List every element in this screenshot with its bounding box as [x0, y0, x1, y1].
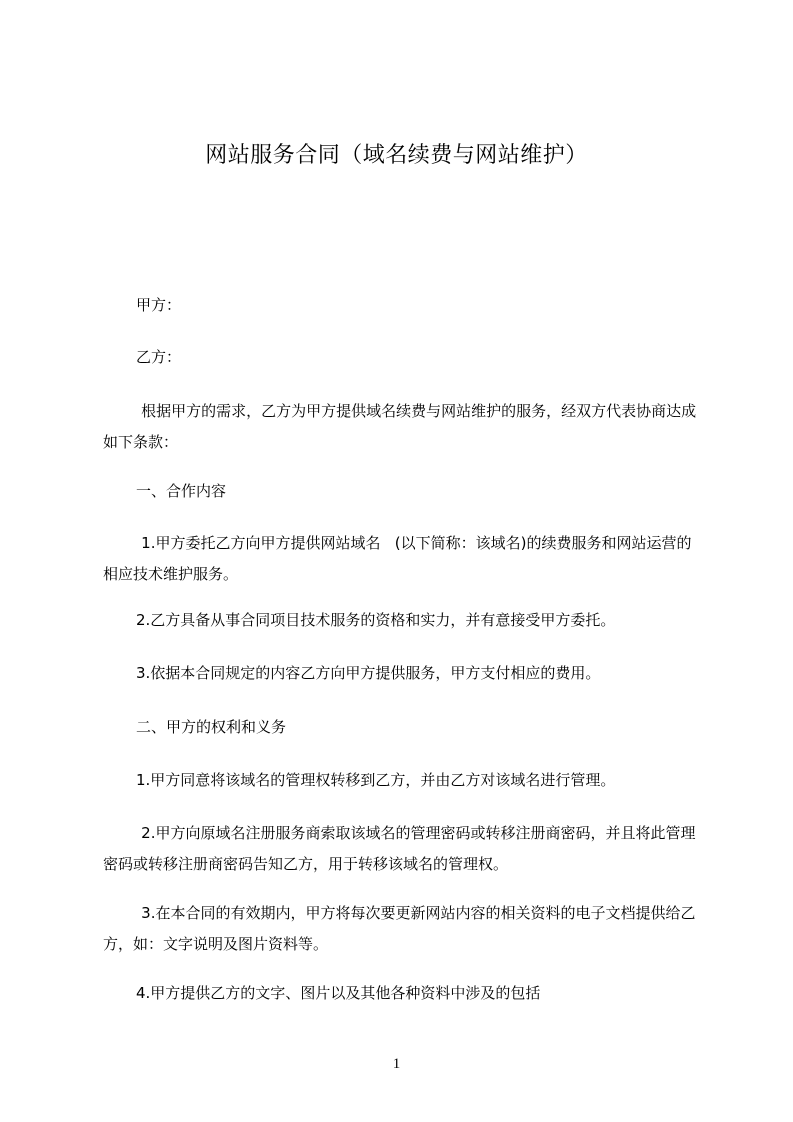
party-b-label: 乙方：	[136, 348, 182, 366]
section-2-heading: 二、甲方的权利和义务	[136, 718, 287, 736]
document-title: 网站服务合同（域名续费与网站维护）	[205, 143, 588, 168]
section-1-heading: 一、合作内容	[136, 482, 227, 500]
section-2-item-1: 1.甲方同意将该域名的管理权转移到乙方，并由乙方对该域名进行管理。	[136, 771, 616, 789]
section-2-item-3: 3.在本合同的有效期内，甲方将每次要更新网站内容的相关资料的电子文档提供给乙方，如：文字说明及图片资料等。	[103, 904, 696, 953]
section-1-item-2: 2.乙方具备从事合同项目技术服务的资格和实力，并有意接受甲方委托。	[136, 611, 616, 629]
page-number: 1	[392, 1056, 401, 1072]
section-1-item-3: 3.依据本合同规定的内容乙方向甲方提供服务，甲方支付相应的费用。	[136, 664, 601, 682]
section-2-item-4: 4.甲方提供乙方的文字、图片以及其他各种资料中涉及的包括	[136, 984, 541, 1002]
section-2-item-2: 2.甲方向原域名注册服务商索取该域名的管理密码或转移注册商密码，并且将此管理密码或转移注册商密码告知乙方，用于转移该域名的管理权。	[103, 824, 696, 873]
preamble-paragraph: 根据甲方的需求，乙方为甲方提供域名续费与网站维护的服务，经双方代表协商达成如下条款：	[103, 402, 697, 451]
party-a-label: 甲方：	[136, 296, 182, 314]
section-1-item-1: 1.甲方委托乙方向甲方提供网站域名 (以下简称：该域名)的续费服务和网站运营的相应技术维护服务。	[103, 534, 692, 583]
